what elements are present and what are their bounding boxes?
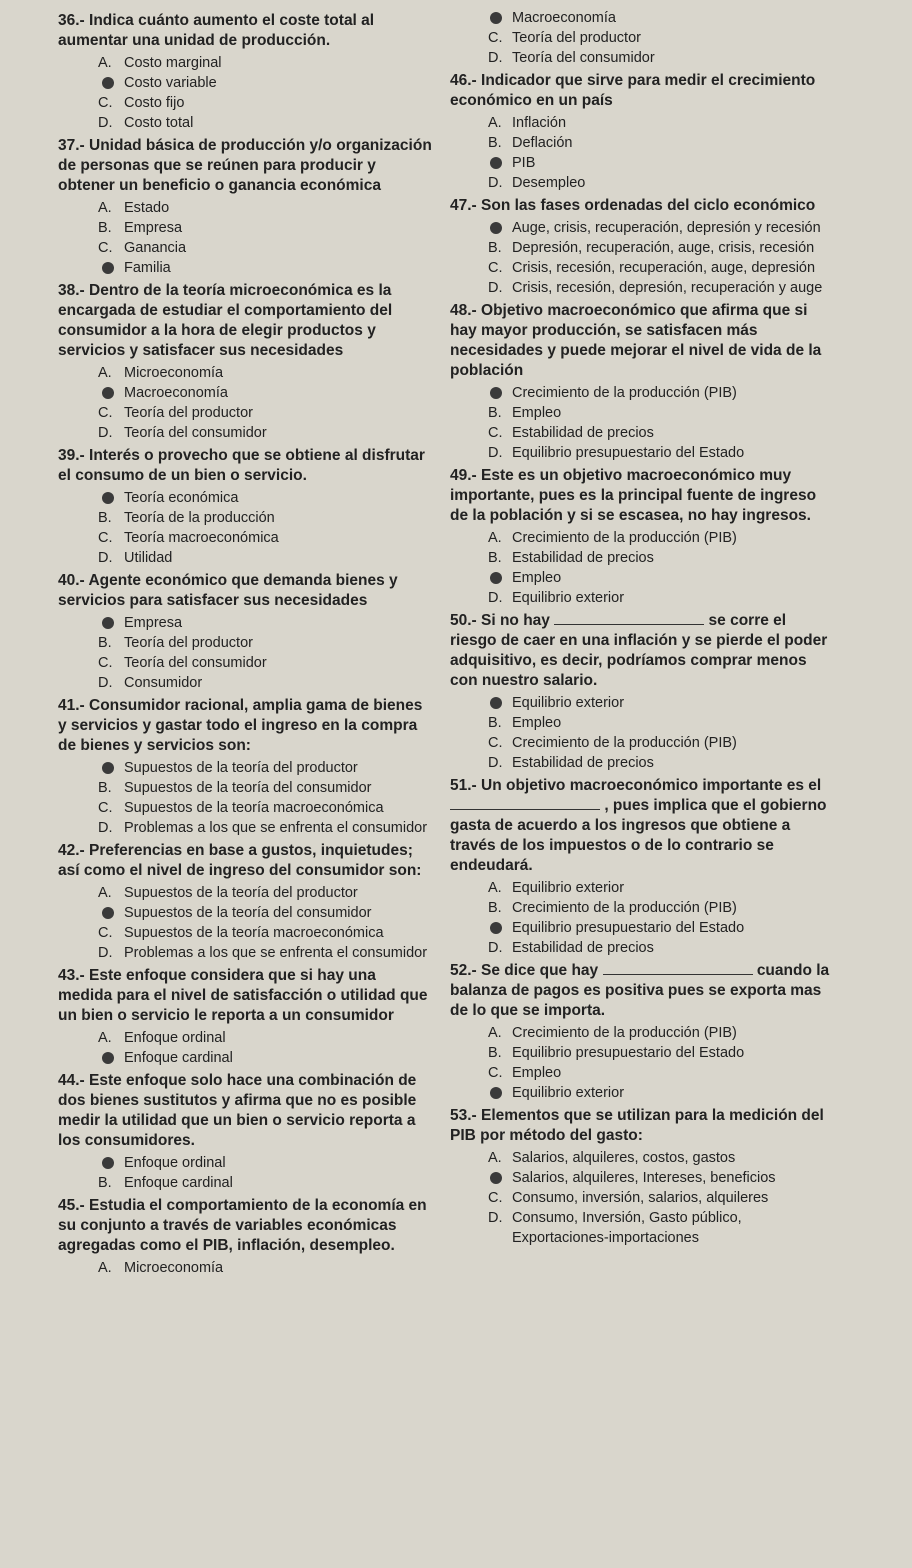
option-letter: C. bbox=[98, 530, 113, 546]
option-letter: C. bbox=[98, 655, 113, 671]
answer-option[interactable] bbox=[58, 923, 434, 943]
answer-option[interactable] bbox=[450, 938, 830, 958]
option-text: Estabilidad de precios bbox=[512, 550, 654, 566]
filled-bubble-icon bbox=[102, 1052, 114, 1064]
answer-option[interactable] bbox=[58, 198, 434, 218]
answer-option[interactable] bbox=[450, 918, 830, 938]
answer-option[interactable] bbox=[450, 173, 830, 193]
option-text: Consumo, Inversión, Gasto público, Exportaciones-importaciones bbox=[512, 1210, 742, 1246]
answer-option[interactable] bbox=[450, 548, 830, 568]
filled-bubble-icon bbox=[102, 907, 114, 919]
option-letter: C. bbox=[98, 95, 113, 111]
question-text: 42.- Preferencias en base a gustos, inquietudes; así como el nivel de ingreso del consumidor son: bbox=[58, 842, 422, 879]
option-text: Empleo bbox=[512, 1065, 562, 1081]
option-letter: C. bbox=[488, 260, 503, 276]
option-text: Microeconomía bbox=[124, 1260, 224, 1276]
question-block bbox=[58, 136, 434, 278]
option-letter: D. bbox=[98, 425, 113, 441]
option-text: Equilibrio exterior bbox=[512, 880, 625, 896]
answer-option[interactable] bbox=[450, 133, 830, 153]
question-block bbox=[450, 466, 830, 608]
question-text: 43.- Este enfoque considera que si hay una medida para el nivel de satisfacción o utilidad que un bien o servicio le reporta a un consumidor bbox=[58, 967, 428, 1024]
option-letter: B. bbox=[98, 220, 112, 236]
option-text: Salarios, alquileres, costos, gastos bbox=[512, 1150, 736, 1166]
answer-option[interactable] bbox=[450, 528, 830, 548]
option-text: Familia bbox=[124, 260, 171, 276]
option-text: Ganancia bbox=[124, 240, 187, 256]
option-letter: C. bbox=[98, 925, 113, 941]
option-text: Teoría de la producción bbox=[124, 510, 275, 526]
question-block bbox=[450, 1106, 830, 1248]
option-text: Estabilidad de precios bbox=[512, 425, 654, 441]
option-letter: A. bbox=[488, 880, 502, 896]
question-block bbox=[450, 71, 830, 193]
question-prefix: 52.- Se dice que hay bbox=[450, 962, 599, 979]
filled-bubble-icon bbox=[490, 922, 502, 934]
answer-option[interactable] bbox=[450, 218, 830, 238]
answer-option[interactable] bbox=[58, 53, 434, 73]
answer-blank[interactable] bbox=[554, 612, 704, 625]
option-text: PIB bbox=[512, 155, 536, 171]
question-text: 48.- Objetivo macroeconómico que afirma que si hay mayor producción, se satisfacen más necesidades y puede mejorar el nivel de vida de la población bbox=[450, 302, 822, 379]
answer-option[interactable] bbox=[450, 1168, 830, 1188]
option-text: Enfoque ordinal bbox=[124, 1155, 226, 1171]
filled-bubble-icon bbox=[490, 387, 502, 399]
option-letter: B. bbox=[98, 510, 112, 526]
option-text: Auge, crisis, recuperación, depresión y recesión bbox=[512, 220, 821, 236]
option-text: Equilibrio exterior bbox=[512, 1085, 625, 1101]
option-text: Salarios, alquileres, Intereses, beneficios bbox=[512, 1170, 776, 1186]
option-text: Consumidor bbox=[124, 675, 203, 691]
option-text: Utilidad bbox=[124, 550, 173, 566]
option-text: Equilibrio exterior bbox=[512, 695, 625, 711]
option-text: Problemas a los que se enfrenta el consumidor bbox=[124, 820, 428, 836]
question-text: 37.- Unidad básica de producción y/o organización de personas que se reúnen para producir y obtener un beneficio o ganancia económica bbox=[58, 137, 432, 194]
option-text: Teoría del consumidor bbox=[124, 655, 267, 671]
answer-option[interactable] bbox=[58, 488, 434, 508]
option-letter: B. bbox=[488, 1045, 502, 1061]
question-text: 39.- Interés o provecho que se obtiene al disfrutar el consumo de un bien o servicio. bbox=[58, 447, 425, 484]
answer-option[interactable] bbox=[450, 258, 830, 278]
option-text: Enfoque cardinal bbox=[124, 1050, 233, 1066]
answer-option[interactable] bbox=[450, 1063, 830, 1083]
option-text: Supuestos de la teoría macroeconómica bbox=[124, 925, 384, 941]
answer-option[interactable] bbox=[450, 113, 830, 133]
option-text: Desempleo bbox=[512, 175, 586, 191]
answer-option[interactable] bbox=[450, 1043, 830, 1063]
option-text: Equilibrio presupuestario del Estado bbox=[512, 920, 745, 936]
option-letter: A. bbox=[488, 530, 502, 546]
answer-option[interactable] bbox=[450, 898, 830, 918]
option-text: Crecimiento de la producción (PIB) bbox=[512, 385, 737, 401]
question-text: 40.- Agente económico que demanda bienes y servicios para satisfacer sus necesidades bbox=[58, 572, 398, 609]
answer-option[interactable] bbox=[58, 1048, 434, 1068]
option-text: Supuestos de la teoría del consumidor bbox=[124, 905, 372, 921]
option-text: Teoría del productor bbox=[124, 405, 253, 421]
option-letter: C. bbox=[98, 240, 113, 256]
filled-bubble-icon bbox=[102, 492, 114, 504]
option-letter: D. bbox=[488, 50, 503, 66]
question-block bbox=[58, 1071, 434, 1193]
answer-option[interactable] bbox=[450, 1083, 830, 1103]
option-text: Crecimiento de la producción (PIB) bbox=[512, 900, 737, 916]
question-text: 46.- Indicador que sirve para medir el crecimiento económico en un país bbox=[450, 72, 816, 109]
option-letter: D. bbox=[488, 1210, 503, 1226]
question-text bbox=[450, 776, 830, 876]
option-letter: D. bbox=[488, 590, 503, 606]
answer-option[interactable] bbox=[58, 798, 434, 818]
question-prefix: 51.- Un objetivo macroeconómico importante es el bbox=[450, 777, 822, 794]
answer-option[interactable] bbox=[450, 443, 830, 463]
question-block bbox=[58, 1196, 434, 1278]
option-text: Supuestos de la teoría del productor bbox=[124, 885, 358, 901]
filled-bubble-icon bbox=[490, 157, 502, 169]
question-block bbox=[58, 281, 434, 443]
option-letter: B. bbox=[98, 1175, 112, 1191]
option-letter: B. bbox=[488, 900, 502, 916]
option-letter: A. bbox=[488, 1150, 502, 1166]
option-text: Equilibrio presupuestario del Estado bbox=[512, 1045, 745, 1061]
answer-option[interactable] bbox=[58, 778, 434, 798]
option-letter: D. bbox=[98, 115, 113, 131]
option-text: Crecimiento de la producción (PIB) bbox=[512, 735, 737, 751]
option-text: Deflación bbox=[512, 135, 573, 151]
option-text: Macroeconomía bbox=[124, 385, 228, 401]
question-suffix: cuando la balanza de pagos es positiva pues se exporta mas de lo que se importa. bbox=[450, 962, 830, 1019]
option-text: Macroeconomía bbox=[512, 10, 616, 26]
question-suffix: , pues implica que el gobierno gasta de acuerdo a los ingresos que obtiene a través de los impuestos o de lo contrario se endeudará. bbox=[450, 797, 827, 874]
question-text: 45.- Estudia el comportamiento de la economía en su conjunto a través de variables económicas agregadas como el PIB, inflación, desempleo. bbox=[58, 1197, 427, 1254]
answer-option[interactable] bbox=[58, 363, 434, 383]
answer-option[interactable] bbox=[58, 73, 434, 93]
option-letter: D. bbox=[98, 945, 113, 961]
question-text: 53.- Elementos que se utilizan para la medición del PIB por método del gasto: bbox=[450, 1107, 824, 1144]
option-text: Enfoque cardinal bbox=[124, 1175, 233, 1191]
question-block bbox=[58, 446, 434, 568]
option-text: Equilibrio exterior bbox=[512, 590, 625, 606]
answer-option[interactable] bbox=[450, 28, 830, 48]
filled-bubble-icon bbox=[490, 222, 502, 234]
answer-option[interactable] bbox=[58, 1173, 434, 1193]
option-text: Crecimiento de la producción (PIB) bbox=[512, 530, 737, 546]
question-block bbox=[58, 571, 434, 693]
answer-option[interactable] bbox=[58, 673, 434, 693]
answer-option[interactable] bbox=[58, 508, 434, 528]
option-text: Crisis, recesión, recuperación, auge, depresión bbox=[512, 260, 816, 276]
answer-option[interactable] bbox=[450, 753, 830, 773]
filled-bubble-icon bbox=[490, 697, 502, 709]
filled-bubble-icon bbox=[102, 617, 114, 629]
answer-option[interactable] bbox=[450, 1208, 830, 1248]
answer-option[interactable] bbox=[58, 528, 434, 548]
option-letter: C. bbox=[98, 405, 113, 421]
option-text: Empleo bbox=[512, 570, 562, 586]
option-letter: C. bbox=[488, 735, 503, 751]
option-letter: A. bbox=[98, 365, 112, 381]
answer-option[interactable] bbox=[450, 568, 830, 588]
answer-option[interactable] bbox=[450, 588, 830, 608]
option-text: Costo fijo bbox=[124, 95, 185, 111]
answer-option[interactable] bbox=[58, 613, 434, 633]
option-letter: B. bbox=[488, 240, 502, 256]
answer-option[interactable] bbox=[58, 758, 434, 778]
question-block bbox=[450, 776, 830, 958]
question-block bbox=[450, 611, 830, 773]
option-text: Supuestos de la teoría del productor bbox=[124, 760, 358, 776]
option-letter: D. bbox=[488, 175, 503, 191]
option-text: Teoría del consumidor bbox=[124, 425, 267, 441]
option-letter: C. bbox=[488, 1190, 503, 1206]
answer-option[interactable] bbox=[58, 1153, 434, 1173]
option-text: Microeconomía bbox=[124, 365, 224, 381]
option-letter: B. bbox=[488, 550, 502, 566]
option-text: Teoría macroeconómica bbox=[124, 530, 279, 546]
filled-bubble-icon bbox=[102, 762, 114, 774]
option-text: Costo variable bbox=[124, 75, 217, 91]
option-letter: B. bbox=[98, 780, 112, 796]
question-text: 47.- Son las fases ordenadas del ciclo económico bbox=[450, 197, 816, 214]
option-letter: B. bbox=[488, 715, 502, 731]
option-text: Estado bbox=[124, 200, 170, 216]
answer-option[interactable] bbox=[58, 653, 434, 673]
answer-option[interactable] bbox=[450, 153, 830, 173]
question-block bbox=[58, 841, 434, 963]
question-text: 41.- Consumidor racional, amplia gama de bienes y servicios y gastar todo el ingreso en la compra de bienes y servicios son: bbox=[58, 697, 423, 754]
option-letter: C. bbox=[488, 425, 503, 441]
answer-option[interactable] bbox=[58, 113, 434, 133]
option-text: Supuestos de la teoría del consumidor bbox=[124, 780, 372, 796]
answer-option[interactable] bbox=[58, 383, 434, 403]
option-text: Costo total bbox=[124, 115, 194, 131]
option-letter: D. bbox=[488, 280, 503, 296]
question-suffix: se corre el riesgo de caer en una inflación y se pierde el poder adquisitivo, es decir, podríamos comprar menos con nuestro salario. bbox=[450, 612, 828, 689]
option-text: Teoría económica bbox=[124, 490, 239, 506]
answer-option[interactable] bbox=[58, 1028, 434, 1048]
question-text: 38.- Dentro de la teoría microeconómica es la encargada de estudiar el comportamiento del consumidor a la hora de elegir productos y servicios y satisfacer sus necesidades bbox=[58, 282, 393, 359]
question-prefix: 50.- Si no hay bbox=[450, 612, 550, 629]
answer-option[interactable] bbox=[450, 423, 830, 443]
option-text: Teoría del productor bbox=[124, 635, 253, 651]
option-text: Consumo, inversión, salarios, alquileres bbox=[512, 1190, 769, 1206]
option-letter: C. bbox=[98, 800, 113, 816]
answer-option[interactable] bbox=[450, 693, 830, 713]
option-letter: D. bbox=[98, 675, 113, 691]
option-text: Crecimiento de la producción (PIB) bbox=[512, 1025, 737, 1041]
option-text: Crisis, recesión, depresión, recuperación y auge bbox=[512, 280, 823, 296]
option-letter: A. bbox=[98, 1260, 112, 1276]
option-text: Empresa bbox=[124, 220, 183, 236]
filled-bubble-icon bbox=[102, 387, 114, 399]
filled-bubble-icon bbox=[490, 12, 502, 24]
option-text: Empleo bbox=[512, 405, 562, 421]
answer-option[interactable] bbox=[58, 818, 434, 838]
option-text: Teoría del productor bbox=[512, 30, 641, 46]
left-column bbox=[58, 8, 434, 1278]
option-letter: A. bbox=[98, 1030, 112, 1046]
answer-option[interactable] bbox=[450, 8, 830, 28]
answer-option[interactable] bbox=[58, 1258, 434, 1278]
question-block bbox=[450, 196, 830, 298]
filled-bubble-icon bbox=[490, 572, 502, 584]
answer-option[interactable] bbox=[450, 48, 830, 68]
filled-bubble-icon bbox=[102, 77, 114, 89]
option-letter: C. bbox=[488, 30, 503, 46]
question-block bbox=[58, 696, 434, 838]
right-column bbox=[450, 8, 830, 1248]
option-letter: D. bbox=[98, 550, 113, 566]
answer-option[interactable] bbox=[58, 93, 434, 113]
option-text: Estabilidad de precios bbox=[512, 940, 654, 956]
option-letter: B. bbox=[488, 405, 502, 421]
option-text: Problemas a los que se enfrenta el consumidor bbox=[124, 945, 428, 961]
option-text: Supuestos de la teoría macroeconómica bbox=[124, 800, 384, 816]
option-letter: D. bbox=[98, 820, 113, 836]
question-text: 49.- Este es un objetivo macroeconómico muy importante, pues es la principal fuente de ingreso de la población y si se escasea, no hay ingresos. bbox=[450, 467, 817, 524]
answer-option[interactable] bbox=[450, 403, 830, 423]
answer-option[interactable] bbox=[58, 423, 434, 443]
answer-option[interactable] bbox=[450, 278, 830, 298]
question-text bbox=[450, 611, 830, 691]
answer-blank[interactable] bbox=[450, 797, 600, 810]
option-letter: A. bbox=[98, 200, 112, 216]
option-letter: C. bbox=[488, 1065, 503, 1081]
question-block bbox=[450, 8, 830, 68]
option-text: Inflación bbox=[512, 115, 567, 131]
option-letter: D. bbox=[488, 445, 503, 461]
answer-option[interactable] bbox=[450, 1148, 830, 1168]
option-letter: B. bbox=[488, 135, 502, 151]
filled-bubble-icon bbox=[490, 1172, 502, 1184]
option-letter: A. bbox=[98, 55, 112, 71]
option-letter: A. bbox=[98, 885, 112, 901]
answer-option[interactable] bbox=[450, 733, 830, 753]
answer-blank[interactable] bbox=[603, 962, 753, 975]
option-text: Enfoque ordinal bbox=[124, 1030, 226, 1046]
filled-bubble-icon bbox=[490, 1087, 502, 1099]
option-text: Teoría del consumidor bbox=[512, 50, 655, 66]
option-letter: A. bbox=[488, 115, 502, 131]
option-text: Depresión, recuperación, auge, crisis, recesión bbox=[512, 240, 815, 256]
option-text: Empresa bbox=[124, 615, 183, 631]
option-letter: B. bbox=[98, 635, 112, 651]
question-block bbox=[58, 11, 434, 133]
question-text: 36.- Indica cuánto aumento el coste total al aumentar una unidad de producción. bbox=[58, 12, 375, 49]
answer-option[interactable] bbox=[58, 258, 434, 278]
answer-option[interactable] bbox=[58, 883, 434, 903]
option-text: Costo marginal bbox=[124, 55, 222, 71]
question-block bbox=[450, 961, 830, 1103]
answer-option[interactable] bbox=[450, 1023, 830, 1043]
answer-option[interactable] bbox=[58, 218, 434, 238]
filled-bubble-icon bbox=[102, 262, 114, 274]
question-text: 44.- Este enfoque solo hace una combinación de dos bienes sustitutos y afirma que no es posible medir la utilidad que un bien o servicio reporta a los consumidores. bbox=[58, 1072, 417, 1149]
question-text bbox=[450, 961, 830, 1021]
option-letter: D. bbox=[488, 940, 503, 956]
answer-option[interactable] bbox=[58, 238, 434, 258]
option-text: Equilibrio presupuestario del Estado bbox=[512, 445, 745, 461]
filled-bubble-icon bbox=[102, 1157, 114, 1169]
option-text: Empleo bbox=[512, 715, 562, 731]
option-letter: D. bbox=[488, 755, 503, 771]
answer-option[interactable] bbox=[450, 383, 830, 403]
option-text: Estabilidad de precios bbox=[512, 755, 654, 771]
answer-option[interactable] bbox=[58, 548, 434, 568]
answer-option[interactable] bbox=[58, 943, 434, 963]
option-letter: A. bbox=[488, 1025, 502, 1041]
question-block bbox=[450, 301, 830, 463]
answer-option[interactable] bbox=[450, 713, 830, 733]
answer-option[interactable] bbox=[58, 403, 434, 423]
answer-option[interactable] bbox=[450, 1188, 830, 1208]
answer-option[interactable] bbox=[58, 633, 434, 653]
answer-option[interactable] bbox=[58, 903, 434, 923]
question-block bbox=[58, 966, 434, 1068]
answer-option[interactable] bbox=[450, 878, 830, 898]
answer-option[interactable] bbox=[450, 238, 830, 258]
